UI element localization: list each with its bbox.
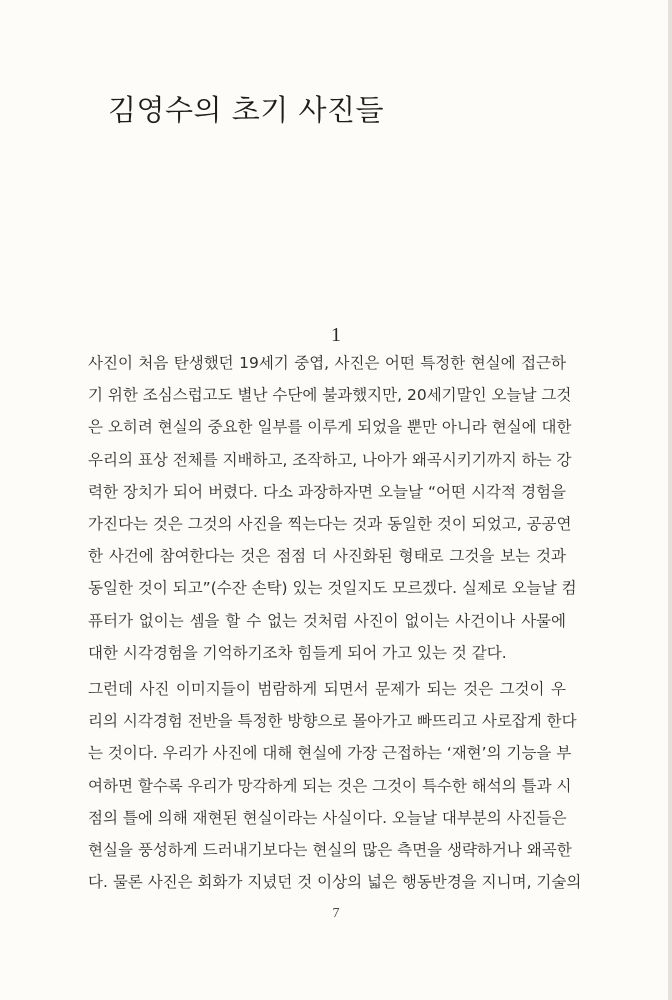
- body-line: 한 사건에 참여한다는 것은 점점 더 사진화된 형태로 그것을 보는 것과: [88, 547, 566, 566]
- body-line: 대한 시각경험을 기억하기조차 힘들게 되어 가고 있는 것 같다.: [88, 643, 507, 662]
- body-line: 여하면 할수록 우리가 망각하게 되는 것은 그것이 특수한 해석의 틀과 시: [88, 776, 572, 795]
- body-line: 우리의 표상 전체를 지배하고, 조작하고, 나아가 왜곡시키기까지 하는 강: [88, 450, 572, 469]
- body-line: 점의 틀에 의해 재현된 현실이라는 사실이다. 오늘날 대부분의 사진들은: [88, 808, 567, 827]
- section-number: 1: [331, 324, 341, 346]
- body-line: 다. 물론 사진은 회화가 지녔던 것 이상의 넓은 행동반경을 지니며, 기술의: [88, 873, 582, 892]
- body-line: 력한 장치가 되어 버렸다. 다소 과장하자면 오늘날 “어떤 시각적 경험을: [88, 482, 566, 501]
- page-number: 7: [332, 906, 340, 921]
- body-line: 은 오히려 현실의 중요한 일부를 이루게 되었을 뿐만 아니라 현실에 대한: [88, 418, 572, 437]
- body-line: 사진이 처음 탄생했던 19세기 중엽, 사진은 어떤 특정한 현실에 접근하: [88, 354, 566, 372]
- body-line: 는 것이다. 우리가 사진에 대해 현실에 가장 근접하는 ‘재현’의 기능을 부: [88, 744, 572, 763]
- body-line: 그런데 사진 이미지들이 범람하게 되면서 문제가 되는 것은 그것이 우: [88, 680, 566, 698]
- body-line: 가진다는 것은 그것의 사진을 찍는다는 것과 동일한 것이 되었고, 공공연: [88, 515, 572, 533]
- body-line: 퓨터가 없이는 셈을 할 수 없는 것처럼 사진이 없이는 사건이나 사물에: [88, 611, 566, 630]
- page-edge-shadow: [668, 0, 672, 1000]
- chapter-title: 김영수의 초기 사진들: [108, 93, 385, 127]
- body-line: 리의 시각경험 전반을 특정한 방향으로 몰아가고 빠뜨리고 사로잡게 한다: [88, 712, 577, 731]
- body-line: 기 위한 조심스럽고도 별난 수단에 불과했지만, 20세기말인 오늘날 그것: [88, 386, 572, 405]
- body-line: 동일한 것이 되고”(수잔 손탁) 있는 것일지도 모르겠다. 실제로 오늘날 컴: [88, 579, 577, 598]
- body-line: 현실을 풍성하게 드러내기보다는 현실의 많은 측면을 생략하거나 왜곡한: [88, 841, 572, 859]
